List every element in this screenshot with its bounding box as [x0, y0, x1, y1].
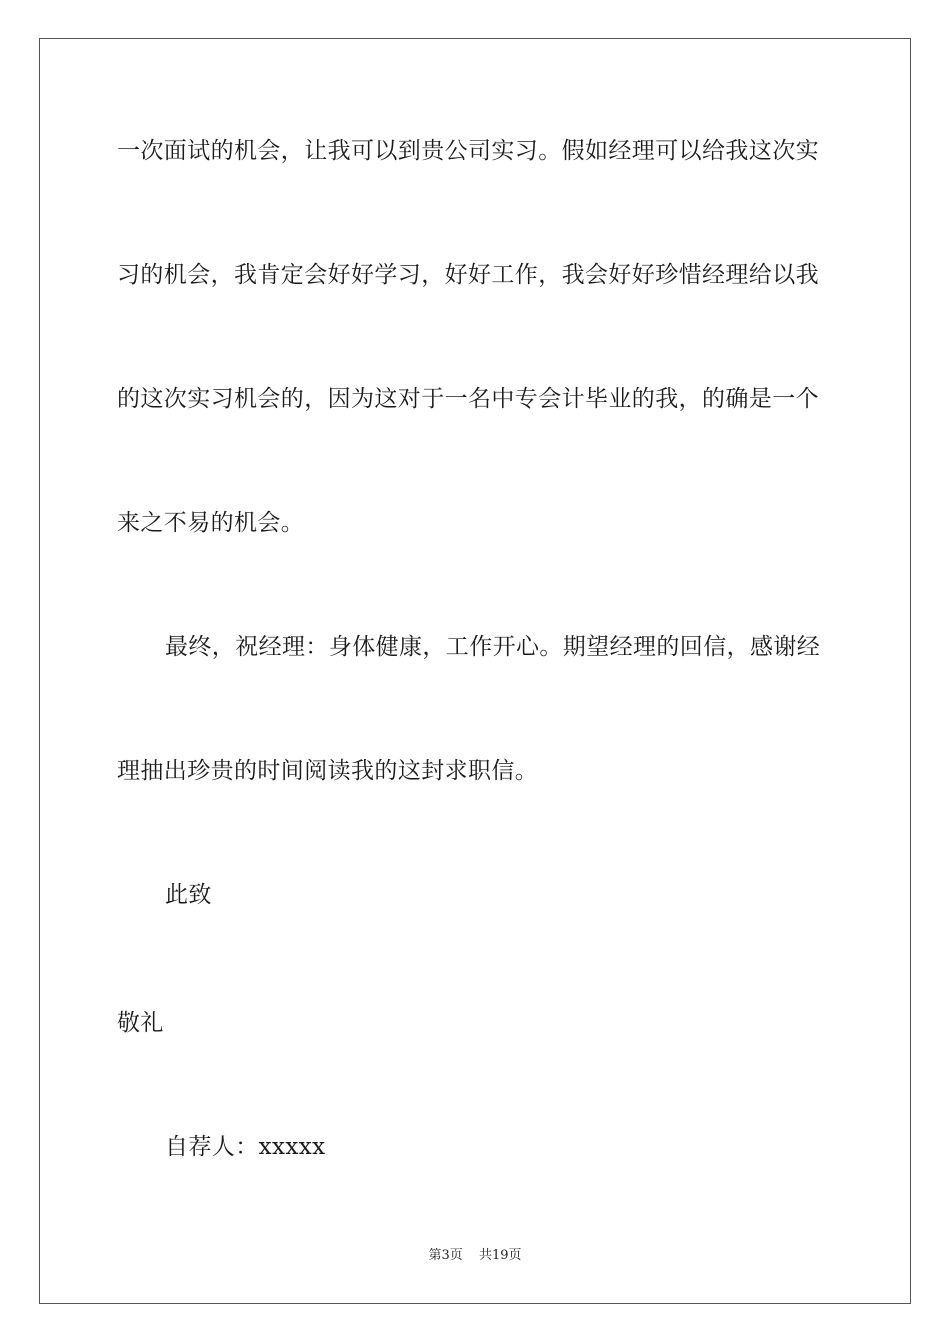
signature-line: 自荐人：xxxxx	[165, 1134, 326, 1160]
closing-paragraph-line: 理抽出珍贵的时间阅读我的这封求职信。	[117, 758, 539, 784]
closing-paragraph-line: 最终，祝经理：身体健康，工作开心。期望经理的回信，感谢经	[165, 634, 821, 660]
regards-line: 敬礼	[117, 1010, 164, 1036]
page-footer	[0, 1247, 950, 1265]
body-text-line: 习的机会，我肯定会好好学习，好好工作，我会好好珍惜经理给以我	[117, 262, 819, 288]
page-number: 第3页	[428, 1248, 463, 1263]
page-total: 共19页	[478, 1248, 522, 1263]
salutation-line: 此致	[165, 882, 212, 908]
body-text-line: 一次面试的机会，让我可以到贵公司实习。假如经理可以给我这次实	[117, 138, 819, 164]
body-text-line: 来之不易的机会。	[117, 510, 305, 536]
page-border	[39, 38, 911, 1304]
body-text-line: 的这次实习机会的，因为这对于一名中专会计毕业的我，的确是一个	[117, 386, 819, 412]
